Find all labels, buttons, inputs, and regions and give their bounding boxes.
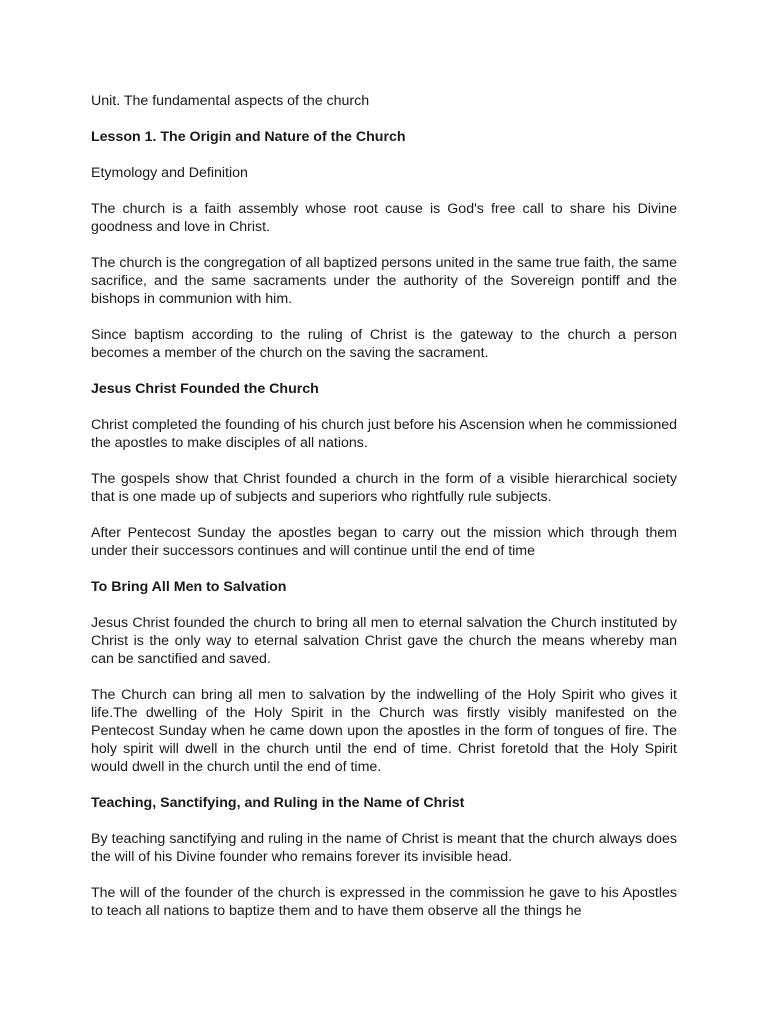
paragraph: The church is the congregation of all baptized persons united in the same true faith, the same sacrifice, and the same sacraments under the authority of the Sovereign pontiff and the bishops in communion with him. — [91, 255, 677, 307]
paragraph: By teaching sanctifying and ruling in the name of Christ is meant that the church always does the will of his Divine founder who remains forever its invisible head. — [91, 831, 677, 865]
paragraph: Since baptism according to the ruling of Christ is the gateway to the church a person becomes a member of the church on the saving the sacrament. — [91, 327, 677, 361]
paragraph: Christ completed the founding of his church just before his Ascension when he commissioned the apostles to make disciples of all nations. — [91, 417, 677, 451]
document-page — [91, 92, 677, 920]
paragraph: The church is a faith assembly whose root cause is God's free call to share his Divine goodness and love in Christ. — [91, 201, 677, 235]
paragraph: The Church can bring all men to salvation by the indwelling of the Holy Spirit who gives it life.The dwelling of the Holy Spirit in the Church was firstly visibly manifested on the Pentecost Sunday when he came down upon the apostles in the form of tongues of fire. The holy spirit will dwell in the church until the end of time. Christ foretold that the Holy Spirit would dwell in the church until the end of time. — [91, 687, 677, 775]
paragraph: The gospels show that Christ founded a church in the form of a visible hierarchical society that is one made up of subjects and superiors who rightfully rule subjects. — [91, 471, 677, 505]
paragraph: After Pentecost Sunday the apostles began to carry out the mission which through them under their successors continues and will continue until the end of time — [91, 525, 677, 559]
unit-line: Unit. The fundamental aspects of the church — [91, 93, 370, 109]
lesson-title: Lesson 1. The Origin and Nature of the Church — [91, 129, 406, 145]
paragraph: The will of the founder of the church is expressed in the commission he gave to his Apostles to teach all nations to baptize them and to have them observe all the things he — [91, 885, 677, 919]
section-heading-teaching: Teaching, Sanctifying, and Ruling in the Name of Christ — [91, 795, 465, 811]
section-heading-salvation: To Bring All Men to Salvation — [91, 579, 287, 595]
paragraph: Jesus Christ founded the church to bring all men to eternal salvation the Church instituted by Christ is the only way to eternal salvation Christ gave the church the means whereby man can be sanctified and saved. — [91, 615, 677, 667]
section-heading-founded: Jesus Christ Founded the Church — [91, 381, 319, 397]
section-heading-etymology: Etymology and Definition — [91, 165, 248, 181]
